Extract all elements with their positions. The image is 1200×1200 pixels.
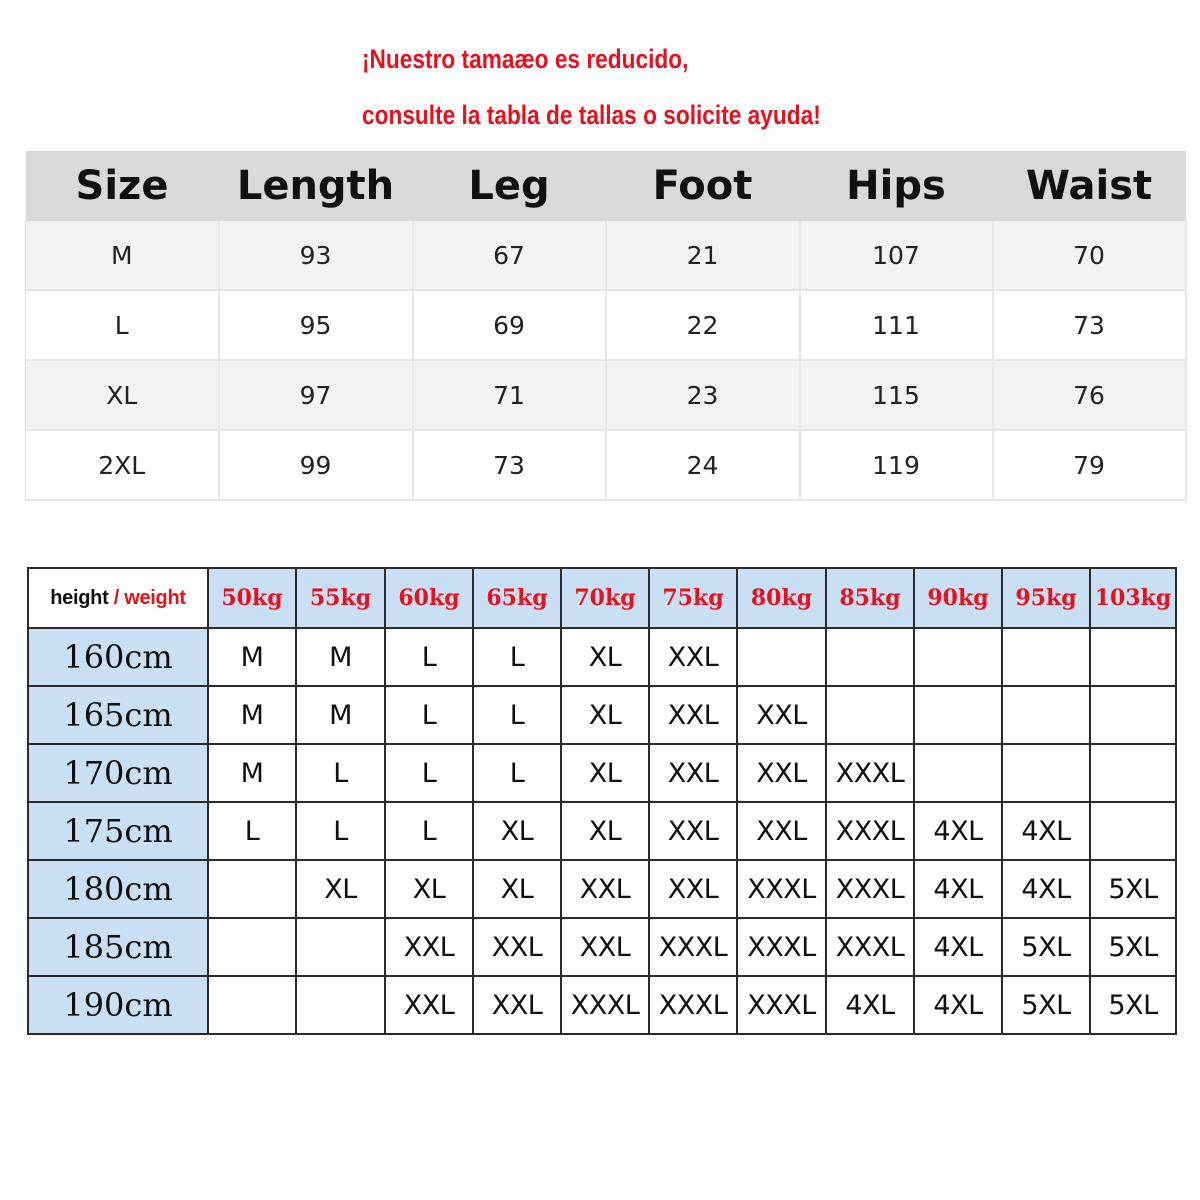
height-row <box>28 628 1176 686</box>
recommended-size-cell <box>208 860 296 918</box>
recommended-size-cell <box>1090 802 1176 860</box>
size-table-cell: 119 <box>800 430 993 500</box>
height-row <box>28 802 1176 860</box>
size-table-header-row <box>26 151 1186 221</box>
notice-line-2: consulte la tabla de tallas o solicite ayuda! <box>362 100 821 130</box>
recommended-size-cell: L <box>385 744 473 802</box>
height-weight-corner-cell <box>28 568 208 628</box>
recommended-size-cell <box>1002 744 1090 802</box>
size-table-cell: 99 <box>219 430 413 500</box>
recommended-size-cell: XXXL <box>826 860 914 918</box>
size-table-cell: 24 <box>606 430 800 500</box>
recommended-size-cell: L <box>473 686 561 744</box>
recommended-size-cell: XXXL <box>737 860 826 918</box>
height-row <box>28 976 1176 1034</box>
height-row <box>28 686 1176 744</box>
weight-column-header: 75kg <box>649 568 737 628</box>
height-row <box>28 918 1176 976</box>
recommended-size-cell: XXXL <box>737 918 826 976</box>
recommended-size-cell: 5XL <box>1090 976 1176 1034</box>
recommended-size-cell: 5XL <box>1090 860 1176 918</box>
weight-column-header: 85kg <box>826 568 914 628</box>
recommended-size-cell: 4XL <box>914 976 1002 1034</box>
recommended-size-cell <box>1002 686 1090 744</box>
weight-header-row <box>28 568 1176 628</box>
height-row-header: 180cm <box>28 860 208 918</box>
recommended-size-cell: 4XL <box>826 976 914 1034</box>
recommended-size-cell: 4XL <box>914 860 1002 918</box>
size-measurement-table <box>25 151 1187 501</box>
recommended-size-cell: M <box>208 686 296 744</box>
size-table-row <box>26 290 1186 360</box>
waist-column-header: Waist <box>993 151 1186 221</box>
recommended-size-cell: XXL <box>649 686 737 744</box>
recommended-size-cell: L <box>296 802 385 860</box>
recommended-size-cell: XL <box>561 744 649 802</box>
recommended-size-cell: XXL <box>385 976 473 1034</box>
size-table-cell: 97 <box>219 360 413 430</box>
weight-column-header: 50kg <box>208 568 296 628</box>
recommended-size-cell: XL <box>296 860 385 918</box>
weight-column-header: 95kg <box>1002 568 1090 628</box>
recommended-size-cell <box>914 686 1002 744</box>
recommended-size-cell: XXXL <box>649 918 737 976</box>
recommended-size-cell: XXL <box>737 744 826 802</box>
recommended-size-cell <box>826 686 914 744</box>
weight-column-header: 90kg <box>914 568 1002 628</box>
size-table-cell: 23 <box>606 360 800 430</box>
recommended-size-cell <box>296 918 385 976</box>
foot-column-header: Foot <box>606 151 800 221</box>
recommended-size-cell: XXL <box>385 918 473 976</box>
recommended-size-cell: 4XL <box>1002 802 1090 860</box>
weight-label: / weight <box>113 586 186 609</box>
recommended-size-cell: XL <box>473 860 561 918</box>
recommended-size-cell: XXL <box>649 628 737 686</box>
recommended-size-cell: XXL <box>737 686 826 744</box>
recommended-size-cell: 5XL <box>1002 918 1090 976</box>
recommended-size-cell: XL <box>561 686 649 744</box>
height-row-header: 175cm <box>28 802 208 860</box>
recommended-size-cell <box>1090 744 1176 802</box>
recommended-size-cell: 5XL <box>1002 976 1090 1034</box>
height-row-header: 185cm <box>28 918 208 976</box>
height-row-header: 160cm <box>28 628 208 686</box>
recommended-size-cell: XXL <box>561 860 649 918</box>
recommended-size-cell: XL <box>473 802 561 860</box>
size-table-cell: 95 <box>219 290 413 360</box>
recommended-size-cell: L <box>385 802 473 860</box>
recommended-size-cell: XL <box>561 802 649 860</box>
recommended-size-cell: L <box>473 628 561 686</box>
recommended-size-cell <box>914 744 1002 802</box>
recommended-size-cell: 4XL <box>914 802 1002 860</box>
recommended-size-cell: XXXL <box>561 976 649 1034</box>
size-table-cell: 69 <box>413 290 606 360</box>
recommended-size-cell: M <box>296 686 385 744</box>
height-row-header: 170cm <box>28 744 208 802</box>
recommended-size-cell: XXXL <box>826 918 914 976</box>
length-column-header: Length <box>219 151 413 221</box>
height-row-header: 165cm <box>28 686 208 744</box>
size-table-cell: L <box>26 290 219 360</box>
recommended-size-cell <box>1090 686 1176 744</box>
recommended-size-cell: XXL <box>473 918 561 976</box>
height-label: height <box>50 586 109 609</box>
size-table-cell: 93 <box>219 221 413 290</box>
recommended-size-cell <box>1002 628 1090 686</box>
recommended-size-cell: 4XL <box>914 918 1002 976</box>
notice-line-1: ¡Nuestro tamaæo es reducido, <box>362 44 689 74</box>
recommended-size-cell: XXL <box>561 918 649 976</box>
height-weight-size-table <box>27 567 1177 1035</box>
recommended-size-cell <box>1090 628 1176 686</box>
recommended-size-cell: XL <box>561 628 649 686</box>
recommended-size-cell: XXL <box>649 802 737 860</box>
size-table-cell: XL <box>26 360 219 430</box>
leg-column-header: Leg <box>413 151 606 221</box>
weight-column-header: 55kg <box>296 568 385 628</box>
size-table-cell: 67 <box>413 221 606 290</box>
recommended-size-cell: XXL <box>473 976 561 1034</box>
recommended-size-cell: XXL <box>649 744 737 802</box>
height-row <box>28 744 1176 802</box>
recommended-size-cell <box>208 976 296 1034</box>
size-table-cell: 70 <box>993 221 1186 290</box>
size-column-header: Size <box>26 151 219 221</box>
size-table-cell: 107 <box>800 221 993 290</box>
size-table-row <box>26 360 1186 430</box>
size-table-cell: 22 <box>606 290 800 360</box>
recommended-size-cell <box>914 628 1002 686</box>
recommended-size-cell: XL <box>385 860 473 918</box>
recommended-size-cell: L <box>385 628 473 686</box>
recommended-size-cell: 4XL <box>1002 860 1090 918</box>
size-table-cell: 79 <box>993 430 1186 500</box>
recommended-size-cell: 5XL <box>1090 918 1176 976</box>
size-table-cell: 111 <box>800 290 993 360</box>
recommended-size-cell: XXXL <box>826 802 914 860</box>
recommended-size-cell: XXXL <box>737 976 826 1034</box>
size-table-row <box>26 221 1186 290</box>
size-table-cell: 21 <box>606 221 800 290</box>
size-table-cell: 71 <box>413 360 606 430</box>
size-table-cell: 115 <box>800 360 993 430</box>
recommended-size-cell: XXL <box>649 860 737 918</box>
recommended-size-cell: XXL <box>737 802 826 860</box>
recommended-size-cell: XXXL <box>826 744 914 802</box>
weight-column-header: 60kg <box>385 568 473 628</box>
weight-column-header: 80kg <box>737 568 826 628</box>
size-table-cell: 76 <box>993 360 1186 430</box>
recommended-size-cell: L <box>385 686 473 744</box>
recommended-size-cell: L <box>473 744 561 802</box>
size-table-row <box>26 430 1186 500</box>
recommended-size-cell: L <box>208 802 296 860</box>
hips-column-header: Hips <box>800 151 993 221</box>
recommended-size-cell <box>737 628 826 686</box>
size-table-cell: M <box>26 221 219 290</box>
recommended-size-cell: M <box>208 628 296 686</box>
recommended-size-cell: M <box>296 628 385 686</box>
weight-column-header: 70kg <box>561 568 649 628</box>
height-row <box>28 860 1176 918</box>
recommended-size-cell <box>826 628 914 686</box>
size-table-cell: 2XL <box>26 430 219 500</box>
recommended-size-cell: M <box>208 744 296 802</box>
height-row-header: 190cm <box>28 976 208 1034</box>
weight-column-header: 65kg <box>473 568 561 628</box>
recommended-size-cell <box>208 918 296 976</box>
size-table-cell: 73 <box>993 290 1186 360</box>
weight-column-header: 103kg <box>1090 568 1176 628</box>
recommended-size-cell: L <box>296 744 385 802</box>
recommended-size-cell: XXXL <box>649 976 737 1034</box>
recommended-size-cell <box>296 976 385 1034</box>
size-table-cell: 73 <box>413 430 606 500</box>
